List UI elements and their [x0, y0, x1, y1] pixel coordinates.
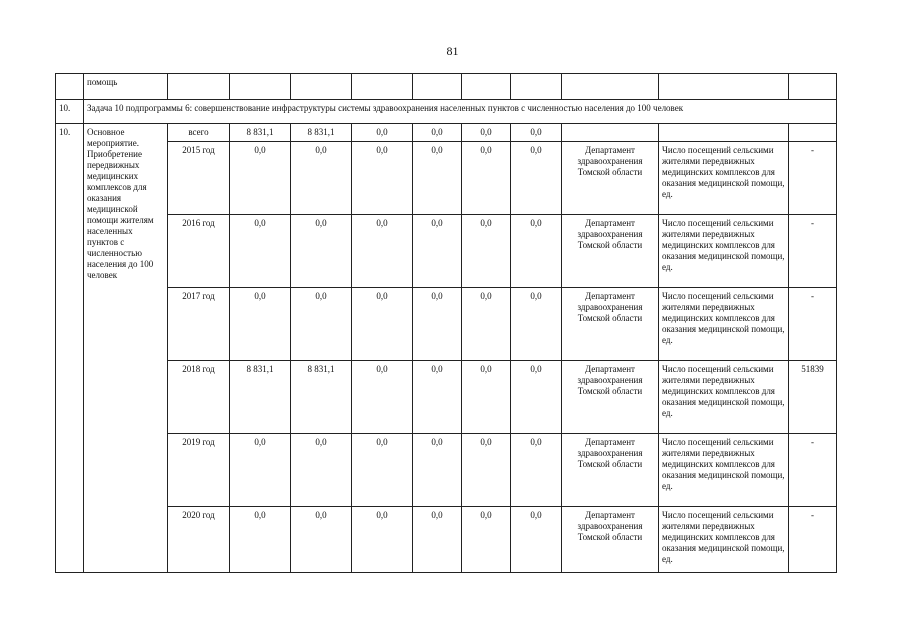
department-cell: Департамент здравоохранения Томской области	[562, 507, 659, 573]
continuation-text: помощь	[84, 74, 168, 100]
year-cell: 2020 год	[168, 507, 230, 573]
table-cell	[291, 74, 352, 100]
year-cell: 2015 год	[168, 142, 230, 215]
value-cell: 0,0	[352, 434, 413, 507]
value-cell: 8 831,1	[230, 361, 291, 434]
value-cell: 0,0	[462, 288, 511, 361]
table-cell	[659, 74, 789, 100]
value-cell: 0,0	[413, 124, 462, 142]
table-cell	[562, 74, 659, 100]
indicator-cell: Число посещений сельскими жителями передвижных медицинских комплексов для оказания медицинской помощи, ед.	[659, 361, 789, 434]
value-cell: 0,0	[230, 507, 291, 573]
value-cell: 0,0	[511, 142, 562, 215]
value-cell: 0,0	[352, 124, 413, 142]
value-cell: 0,0	[413, 361, 462, 434]
task-row	[56, 100, 837, 124]
year-cell: 2018 год	[168, 361, 230, 434]
department-cell: Департамент здравоохранения Томской области	[562, 434, 659, 507]
table-row	[56, 288, 837, 361]
value-cell: 0,0	[352, 507, 413, 573]
indicator-cell: Число посещений сельскими жителями передвижных медицинских комплексов для оказания медицинской помощи, ед.	[659, 142, 789, 215]
table-row	[56, 361, 837, 434]
target-value-cell: -	[789, 288, 837, 361]
department-cell	[562, 124, 659, 142]
value-cell: 0,0	[291, 434, 352, 507]
value-cell: 0,0	[413, 215, 462, 288]
value-cell: 0,0	[511, 215, 562, 288]
target-value-cell: -	[789, 434, 837, 507]
value-cell: 0,0	[462, 361, 511, 434]
value-cell: 0,0	[352, 361, 413, 434]
table-cell	[413, 74, 462, 100]
department-cell: Департамент здравоохранения Томской области	[562, 288, 659, 361]
value-cell: 0,0	[462, 124, 511, 142]
target-value-cell: -	[789, 142, 837, 215]
year-cell: 2016 год	[168, 215, 230, 288]
value-cell: 0,0	[230, 142, 291, 215]
task-number: 10.	[56, 100, 84, 124]
indicator-cell: Число посещений сельскими жителями передвижных медицинских комплексов для оказания медицинской помощи, ед.	[659, 288, 789, 361]
year-cell: 2017 год	[168, 288, 230, 361]
table-cell	[511, 74, 562, 100]
value-cell: 0,0	[511, 507, 562, 573]
value-cell: 0,0	[230, 288, 291, 361]
indicator-cell: Число посещений сельскими жителями передвижных медицинских комплексов для оказания медицинской помощи, ед.	[659, 434, 789, 507]
table-row	[56, 507, 837, 573]
value-cell: 0,0	[462, 507, 511, 573]
table-cell	[168, 74, 230, 100]
activity-number: 10.	[56, 124, 84, 573]
indicator-cell: Число посещений сельскими жителями передвижных медицинских комплексов для оказания медицинской помощи, ед.	[659, 507, 789, 573]
table-cell	[789, 74, 837, 100]
value-cell: 0,0	[291, 288, 352, 361]
indicator-cell	[659, 124, 789, 142]
value-cell: 0,0	[291, 142, 352, 215]
value-cell: 0,0	[511, 361, 562, 434]
value-cell: 0,0	[291, 507, 352, 573]
indicator-cell: Число посещений сельскими жителями передвижных медицинских комплексов для оказания медицинской помощи, ед.	[659, 215, 789, 288]
value-cell: 0,0	[462, 434, 511, 507]
value-cell: 0,0	[230, 434, 291, 507]
program-table	[55, 73, 837, 573]
value-cell: 0,0	[511, 434, 562, 507]
table-cell	[462, 74, 511, 100]
target-value-cell	[789, 124, 837, 142]
task-title: Задача 10 подпрограммы 6: совершенствование инфраструктуры системы здравоохранения населенных пунктов с численностью населения до 100 человек	[84, 100, 837, 124]
target-value-cell: -	[789, 507, 837, 573]
value-cell: 0,0	[511, 124, 562, 142]
table-cell	[230, 74, 291, 100]
value-cell: 8 831,1	[291, 124, 352, 142]
value-cell: 0,0	[352, 288, 413, 361]
value-cell: 0,0	[413, 507, 462, 573]
value-cell: 8 831,1	[291, 361, 352, 434]
value-cell: 0,0	[352, 142, 413, 215]
value-cell: 0,0	[462, 215, 511, 288]
department-cell: Департамент здравоохранения Томской области	[562, 142, 659, 215]
value-cell: 8 831,1	[230, 124, 291, 142]
table-cell	[56, 74, 84, 100]
value-cell: 0,0	[511, 288, 562, 361]
table-row	[56, 434, 837, 507]
continuation-row	[56, 74, 837, 100]
value-cell: 0,0	[291, 215, 352, 288]
table-row	[56, 124, 837, 142]
value-cell: 0,0	[413, 142, 462, 215]
table-row	[56, 215, 837, 288]
target-value-cell: -	[789, 215, 837, 288]
department-cell: Департамент здравоохранения Томской области	[562, 215, 659, 288]
table-cell	[352, 74, 413, 100]
value-cell: 0,0	[413, 434, 462, 507]
page-number: 81	[446, 44, 459, 58]
table-row	[56, 142, 837, 215]
value-cell: 0,0	[230, 215, 291, 288]
value-cell: 0,0	[413, 288, 462, 361]
value-cell: 0,0	[462, 142, 511, 215]
department-cell: Департамент здравоохранения Томской области	[562, 361, 659, 434]
year-cell: всего	[168, 124, 230, 142]
value-cell: 0,0	[352, 215, 413, 288]
activity-name: Основное мероприятие. Приобретение передвижных медицинских комплексов для оказания медицинской помощи жителям населенных пунктов с численностью населения до 100 человек	[84, 124, 168, 573]
year-cell: 2019 год	[168, 434, 230, 507]
target-value-cell: 51839	[789, 361, 837, 434]
